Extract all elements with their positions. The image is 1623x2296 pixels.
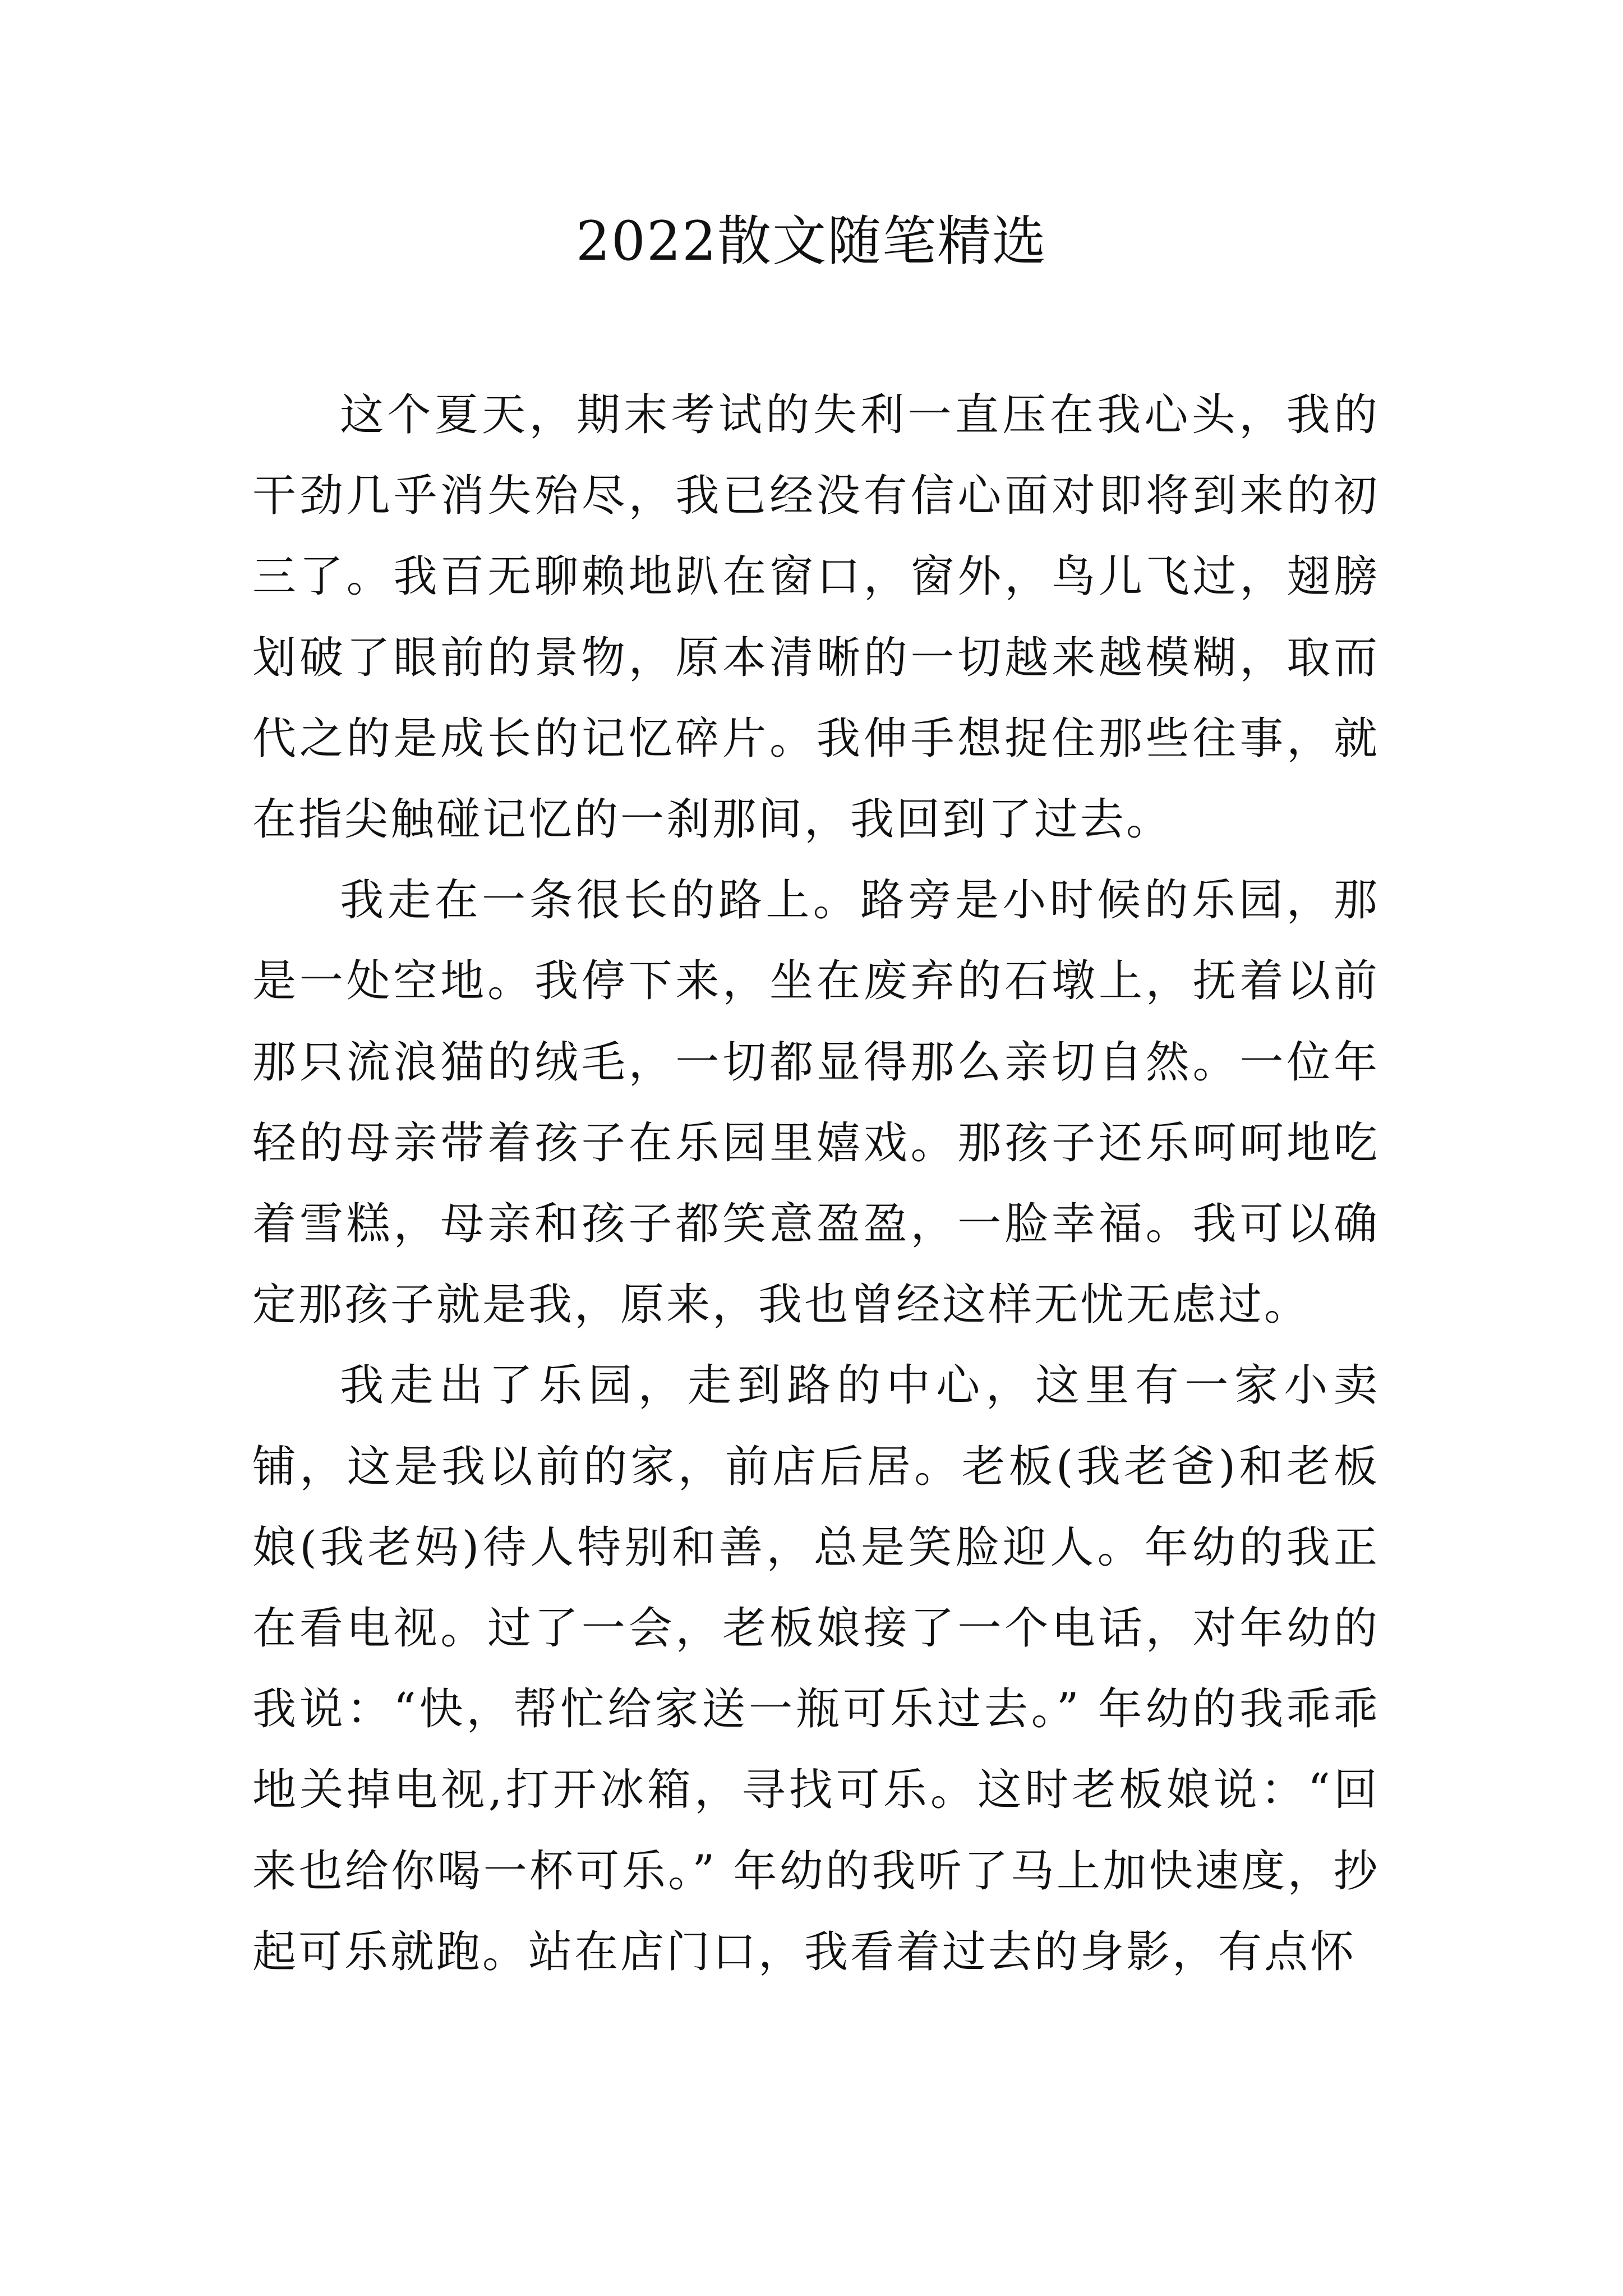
paragraph: 我走出了乐园，走到路的中心，这里有一家小卖铺，这是我以前的家，前店后居。老板(我老爸)和老板娘(我老妈)待人特别和善，总是笑脸迎人。年幼的我正在看电视。过了一会，老板娘接了一个电话，对年幼的我说：“快，帮忙给家送一瓶可乐过去。” 年幼的我乖乖地关掉电视,打开冰箱，寻找可乐。这时老板娘说：“回来也给你喝一杯可乐。” 年幼的我听了马上加快速度，抄起可乐就跑。站在店门口，我看着过去的身影，有点怀 [252, 1360, 1380, 1977]
document-title: 2022散文随笔精选 [575, 210, 1048, 273]
paragraph: 这个夏天，期末考试的失利一直压在我心头，我的干劲几乎消失殆尽，我已经没有信心面对即将到来的初三了。我百无聊赖地趴在窗口，窗外，鸟儿飞过，翅膀划破了眼前的景物，原本清晰的一切越来越模糊，取而代之的是成长的记忆碎片。我伸手想捉住那些往事，就在指尖触碰记忆的一刹那间，我回到了过去。 [252, 390, 1380, 845]
document-body [252, 375, 1380, 1993]
paragraph: 我走在一条很长的路上。路旁是小时候的乐园，那是一处空地。我停下来，坐在废弃的石墩上，抚着以前那只流浪猫的绒毛，一切都显得那么亲切自然。一位年轻的母亲带着孩子在乐园里嬉戏。那孩子还乐呵呵地吃着雪糕，母亲和孩子都笑意盈盈，一脸幸福。我可以确定那孩子就是我，原来，我也曾经这样无忧无虑过。 [252, 875, 1380, 1331]
